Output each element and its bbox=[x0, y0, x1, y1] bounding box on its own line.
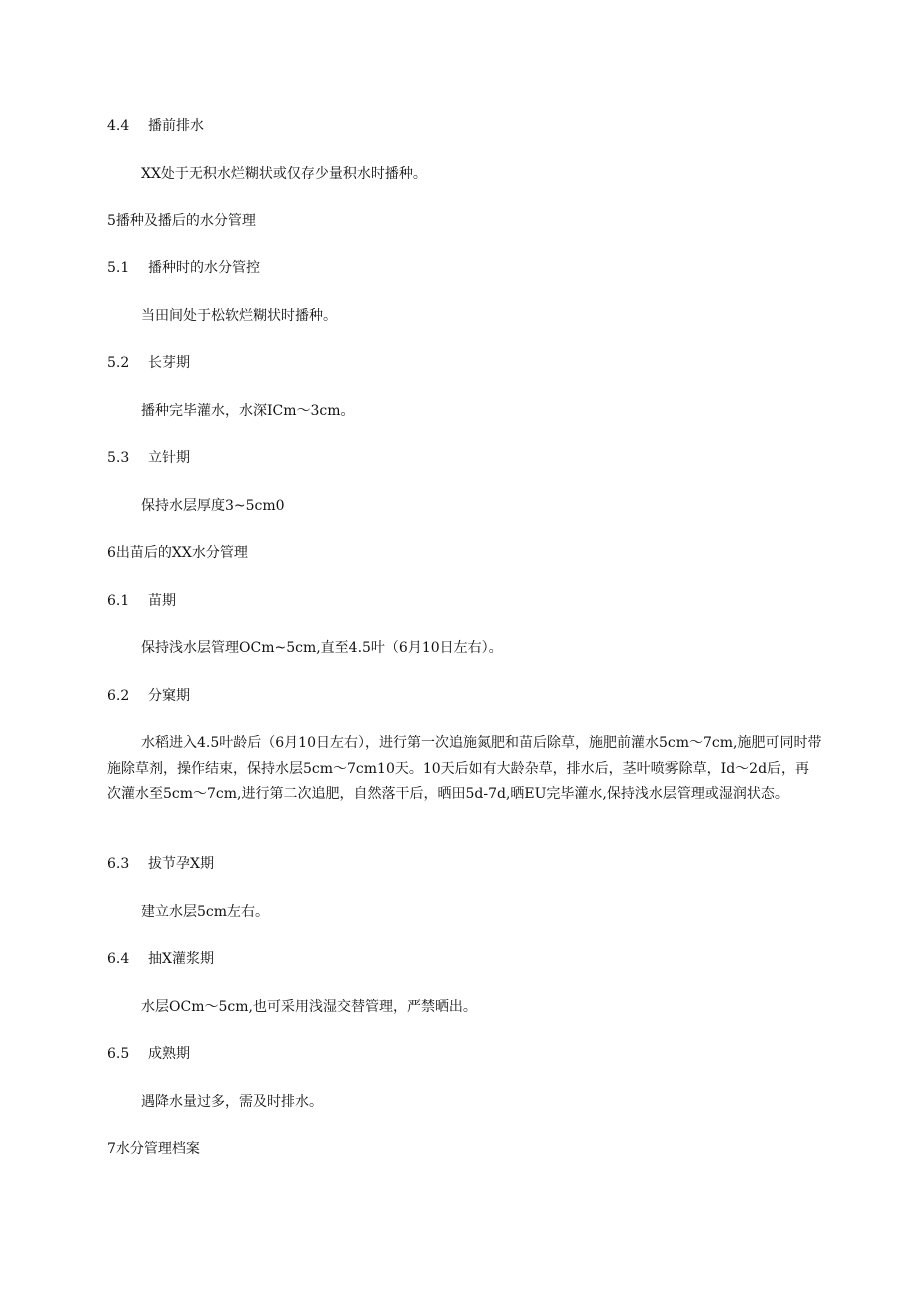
paragraph: 水稻进入4.5叶龄后（6月10日左右），进行第一次追施氮肥和苗后除草，施肥前灌水5cm～7cm,施肥可同时带施除草剂，操作结束，保持水层5cm～7cm10天。10天后如有大龄杂草，排水后，茎叶喷雾除草，Id～2d后，再次灌水至5cm～7cm,进行第二次追肥，自然落干后，晒田5d-7d,晒EU完毕灌水,保持浅水层管理或湿润状态。 bbox=[107, 735, 822, 802]
section-number: 5.1 bbox=[107, 260, 130, 276]
section-number: 6.2 bbox=[107, 688, 130, 704]
paragraph: 保持浅水层管理OCm~5cm,直至4.5叶（6月10日左右）。 bbox=[141, 640, 503, 656]
chapter-heading: 7水分管理档案 bbox=[107, 1141, 200, 1157]
section-number: 6.1 bbox=[107, 593, 130, 609]
paragraph: 保持水层厚度3~5cm0 bbox=[141, 498, 285, 514]
paragraph: 播种完毕灌水，水深ICm～3cm。 bbox=[141, 403, 355, 419]
chapter-heading: 5播种及播后的水分管理 bbox=[107, 213, 256, 229]
paragraph: 当田间处于松软烂糊状时播种。 bbox=[141, 308, 337, 324]
section-title: 分窠期 bbox=[148, 688, 190, 704]
section-title: 播前排水 bbox=[148, 118, 204, 134]
section-title: 抽X灌浆期 bbox=[148, 951, 214, 967]
section-number: 6.5 bbox=[107, 1046, 130, 1062]
section-title: 苗期 bbox=[148, 593, 176, 609]
paragraph: 建立水层5cm左右。 bbox=[141, 904, 270, 920]
section-number: 5.3 bbox=[107, 450, 130, 466]
section-title: 拔节孕X期 bbox=[148, 856, 214, 872]
paragraph: 水层OCm～5cm,也可采用浅湿交替管理，严禁晒出。 bbox=[141, 999, 477, 1015]
section-number: 6.3 bbox=[107, 856, 130, 872]
section-title: 立针期 bbox=[148, 450, 190, 466]
section-title: 播种时的水分管控 bbox=[148, 260, 260, 276]
paragraph: XX处于无积水烂糊状或仅存少量积水时播种。 bbox=[141, 166, 427, 182]
chapter-heading: 6出苗后的XX水分管理 bbox=[107, 545, 248, 561]
section-number: 5.2 bbox=[107, 355, 130, 371]
section-number: 4.4 bbox=[107, 118, 130, 134]
section-title: 长芽期 bbox=[148, 355, 190, 371]
paragraph: 遇降水量过多，需及时排水。 bbox=[141, 1094, 323, 1110]
section-number: 6.4 bbox=[107, 951, 130, 967]
section-title: 成熟期 bbox=[148, 1046, 190, 1062]
